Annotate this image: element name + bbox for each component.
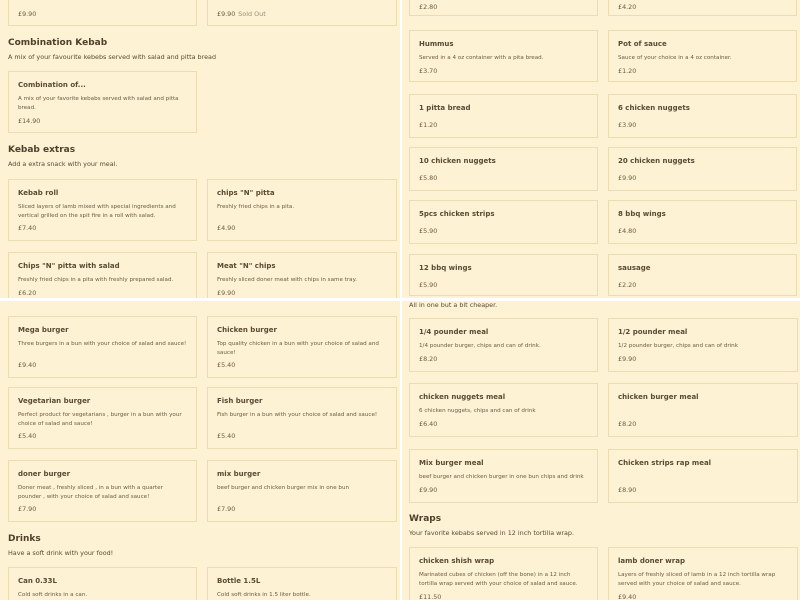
- menu-item-card[interactable]: [409, 30, 598, 82]
- section-title-wraps: Wraps: [409, 514, 442, 524]
- item-description: Cold soft drinks in a can.: [18, 592, 88, 598]
- item-price: £9.90: [18, 10, 37, 18]
- item-price: £5.90: [419, 227, 438, 235]
- item-name: Meat "N" chips: [217, 262, 276, 270]
- menu-item-card[interactable]: [8, 0, 197, 26]
- menu-item-card[interactable]: [207, 179, 397, 241]
- menu-item-card[interactable]: [207, 460, 397, 522]
- item-price: £9.90: [419, 486, 438, 494]
- menu-item-card[interactable]: [608, 30, 797, 82]
- item-price: £7.40: [18, 224, 37, 232]
- item-price: £4.80: [618, 227, 637, 235]
- item-name: 1/2 pounder meal: [618, 328, 688, 336]
- menu-item-card[interactable]: [8, 387, 197, 449]
- section-subtitle: Your favorite kebabs served in 12 inch tortilla wrap.: [409, 529, 575, 537]
- menu-item-card[interactable]: [608, 383, 798, 437]
- menu-item-card: [207, 0, 397, 26]
- item-name: Mega burger: [18, 326, 69, 334]
- item-description: beef burger and chicken burger in one bun chips and drink: [419, 474, 584, 480]
- item-price: £4.90: [217, 224, 236, 232]
- item-description: beef burger and chicken burger mix in one bun: [217, 485, 350, 491]
- item-price: £6.20: [18, 289, 37, 297]
- item-description: Freshly sliced doner meat with chips in same tray.: [217, 277, 357, 283]
- menu-pane-top-right: [401, 0, 800, 298]
- item-price: £9.90: [217, 289, 236, 297]
- item-name: mix burger: [217, 470, 261, 478]
- item-price: £8.20: [618, 420, 637, 428]
- menu-pane-bottom-right: [401, 301, 800, 600]
- menu-item-card[interactable]: [8, 460, 197, 522]
- tile-divider-horizontal: [0, 298, 800, 301]
- item-name: Chips "N" pitta with salad: [18, 262, 120, 270]
- item-name: 1/4 pounder meal: [419, 328, 489, 336]
- menu-item-card[interactable]: [608, 449, 798, 503]
- menu-item-card[interactable]: [409, 147, 598, 191]
- menu-item-card[interactable]: [608, 318, 798, 372]
- menu-pane-bottom-left: [0, 301, 401, 600]
- item-price: £7.90: [18, 505, 37, 513]
- item-price: £9.90 Sold Out: [217, 10, 266, 18]
- section-subtitle: A mix of your favourite kebebs served with salad and pitta bread: [8, 53, 216, 61]
- item-name: chicken nuggets meal: [419, 393, 506, 401]
- section-subtitle: Add a extra snack with your meal.: [8, 160, 118, 168]
- menu-item-card[interactable]: [207, 567, 397, 600]
- item-price: £8.20: [419, 355, 438, 363]
- section-subtitle-meals: All in one but a bit cheaper.: [409, 301, 498, 309]
- item-description: 1/4 pounder burger, chips and can of drink.: [419, 343, 541, 349]
- menu-item-card[interactable]: [207, 387, 397, 449]
- item-description: Top quality chicken in a bun with your choice of salad and sauce!: [217, 341, 379, 356]
- item-name: Chicken burger: [217, 326, 277, 334]
- menu-item-card[interactable]: [8, 567, 197, 600]
- item-price: £5.40: [217, 361, 236, 369]
- menu-item-card[interactable]: [8, 71, 197, 133]
- item-price: £9.90: [618, 174, 637, 182]
- section-title-drinks: Drinks: [8, 534, 41, 544]
- item-price: £8.90: [618, 486, 637, 494]
- item-name: 5pcs chicken strips: [419, 210, 495, 218]
- item-name: 20 chicken nuggets: [618, 157, 695, 165]
- item-price: £5.90: [419, 281, 438, 289]
- item-price: £7.90: [217, 505, 236, 513]
- item-description: Doner meat , freshly sliced , in a bun with a quarter pounder , with your choice of salad and sauce!: [18, 485, 163, 500]
- item-name: 8 bbq wings: [618, 210, 666, 218]
- item-price: £1.20: [618, 67, 637, 75]
- menu-item-card[interactable]: [409, 200, 598, 244]
- item-description: Served in a 4 oz container with a pita bread.: [419, 55, 544, 61]
- item-name: lamb doner wrap: [618, 557, 685, 565]
- item-name: 1 pitta bread: [419, 104, 471, 112]
- menu-item-card[interactable]: [608, 0, 797, 16]
- item-name: Combination of...: [18, 81, 86, 89]
- item-name: Vegetarian burger: [18, 397, 91, 405]
- item-description: Sauce of your choice in a 4 oz container.: [618, 55, 732, 61]
- item-price: £5.40: [217, 432, 236, 440]
- item-price: £3.90: [618, 121, 637, 129]
- menu-item-card[interactable]: [608, 147, 797, 191]
- item-price: £11.50: [419, 593, 442, 600]
- item-price: £2.80: [419, 3, 438, 11]
- item-description: Three burgers in a bun with your choice of salad and sauce!: [18, 341, 187, 347]
- item-price: £3.70: [419, 67, 438, 75]
- item-name: Mix burger meal: [419, 459, 484, 467]
- item-price: £5.40: [18, 432, 37, 440]
- item-name: Hummus: [419, 40, 454, 48]
- section-subtitle: Have a soft drink with your food!: [8, 549, 114, 557]
- menu-item-card[interactable]: [409, 547, 598, 600]
- item-name: 10 chicken nuggets: [419, 157, 496, 165]
- item-name: 12 bbq wings: [419, 264, 472, 272]
- menu-item-card[interactable]: [409, 94, 598, 138]
- menu-item-card[interactable]: [608, 200, 797, 244]
- item-price: £1.20: [419, 121, 438, 129]
- item-price: £9.90: [618, 355, 637, 363]
- menu-item-card[interactable]: [207, 316, 397, 378]
- item-description: Fish burger in a bun with your choice of salad and sauce!: [217, 412, 378, 418]
- item-description: Marinated cubes of chicken (off the bone) in a 12 inch tortilla wrap served with your choice of salad and sauce.: [419, 572, 578, 587]
- menu-item-card[interactable]: [409, 318, 598, 372]
- item-name: 6 chicken nuggets: [618, 104, 690, 112]
- item-name: sausage: [618, 264, 651, 272]
- menu-item-card[interactable]: [8, 179, 197, 241]
- item-price: £9.40: [18, 361, 37, 369]
- sold-out-badge: Sold Out: [238, 10, 266, 18]
- item-price: £6.40: [419, 420, 438, 428]
- item-description: Freshly fried chips in a pita.: [217, 204, 295, 210]
- menu-item-card[interactable]: [608, 94, 797, 138]
- item-name: chips "N" pitta: [217, 189, 275, 197]
- menu-item-card[interactable]: [207, 252, 397, 298]
- menu-item-card[interactable]: [8, 252, 197, 298]
- section-title-kebab-extras: Kebab extras: [8, 145, 76, 155]
- item-price: £5.80: [419, 174, 438, 182]
- menu-item-card[interactable]: [608, 254, 797, 296]
- item-description: Freshly fried chips in a pita with freshly prepared salad.: [18, 277, 174, 283]
- item-name: chicken burger meal: [618, 393, 699, 401]
- item-description: A mix of your favorite kebabs served with salad and pitta bread.: [18, 96, 179, 111]
- menu-item-card[interactable]: [409, 449, 598, 503]
- item-name: Can 0.33L: [18, 577, 58, 585]
- item-name: Fish burger: [217, 397, 263, 405]
- item-description: Cold soft drinks in 1.5 liter bottle.: [217, 592, 311, 598]
- item-name: Pot of sauce: [618, 40, 667, 48]
- menu-item-card[interactable]: [8, 316, 197, 378]
- menu-pane-top-left: [0, 0, 401, 298]
- menu-item-card[interactable]: [409, 383, 598, 437]
- item-description: 6 chicken nuggets, chips and can of drink: [419, 408, 536, 414]
- item-description: Perfect product for vegetarians , burger in a bun with your choice of salad and sauce!: [18, 412, 182, 427]
- item-name: doner burger: [18, 470, 71, 478]
- item-description: Layers of freshly sliced of lamb in a 12 inch tortilla wrap served with your choice of salad and sauce.: [618, 572, 776, 587]
- item-price: £4.20: [618, 3, 637, 11]
- item-name: Chicken strips rap meal: [618, 459, 712, 467]
- item-price: £2.20: [618, 281, 637, 289]
- menu-item-card[interactable]: [409, 254, 598, 296]
- item-name: Bottle 1.5L: [217, 577, 261, 585]
- menu-item-card[interactable]: [409, 0, 598, 16]
- item-description: 1/2 pounder burger, chips and can of drink: [618, 343, 738, 349]
- item-name: chicken shish wrap: [419, 557, 495, 565]
- item-name: Kebab roll: [18, 189, 59, 197]
- menu-item-card[interactable]: [608, 547, 798, 600]
- item-price: £9.40: [618, 593, 637, 600]
- section-title-combination-kebab: Combination Kebab: [8, 38, 108, 48]
- item-description: Sliced layers of lamb mixed with special ingredients and vertical grilled on the spit fire in a roll with salad.: [18, 204, 176, 219]
- item-price: £14.90: [18, 117, 41, 125]
